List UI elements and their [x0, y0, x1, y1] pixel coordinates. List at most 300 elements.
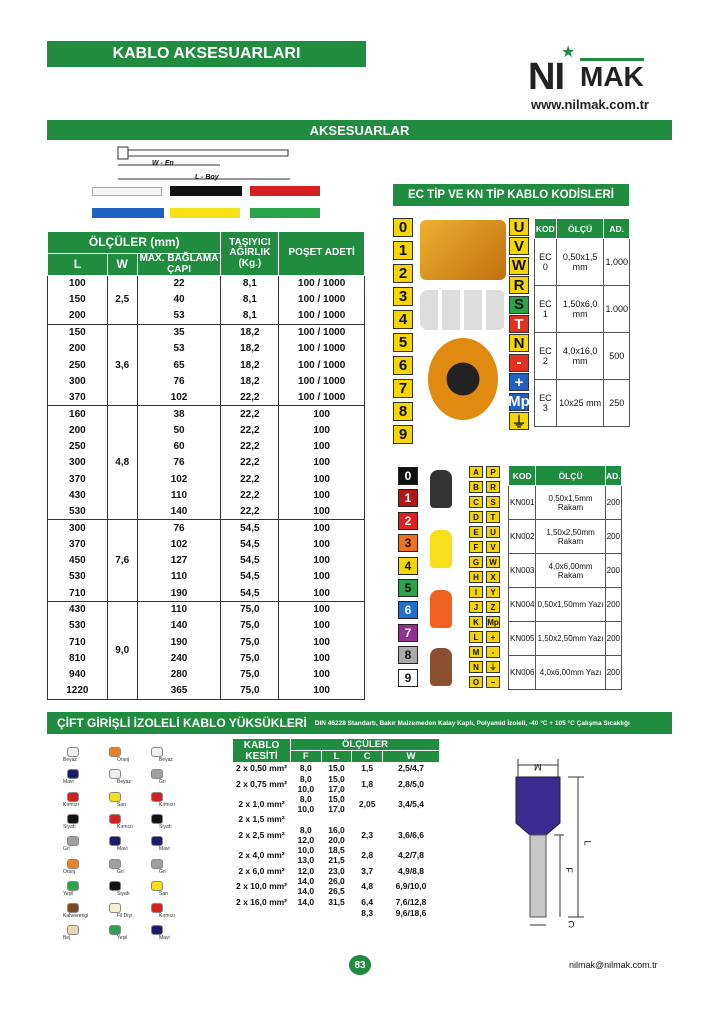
kn-letter-box: W	[486, 556, 500, 568]
kn-cell: 4,0x6,00mm Rakam	[536, 554, 605, 588]
cell-tasiyici: 18,2	[221, 357, 279, 373]
ft-w: 9,6/18,6	[395, 908, 427, 919]
ft-c: 6,4	[361, 897, 374, 908]
kn-cell: KN003	[509, 554, 536, 588]
kn-letter-box: Mp	[487, 617, 499, 627]
kn-letter-box: H	[469, 571, 483, 583]
cell-tasiyici: 54,5	[221, 569, 279, 585]
cell-tasiyici: 22,2	[221, 471, 279, 487]
ferrule-color-label: Kırmızı	[159, 801, 175, 808]
ft-l-value: 15,0	[328, 793, 345, 804]
ft-head-l: L	[321, 751, 352, 763]
cell-poset: 100	[279, 536, 365, 552]
cell-l: 710	[48, 634, 108, 650]
ferrule-color-swatch	[109, 792, 121, 802]
cell-max: 102	[137, 390, 221, 406]
ft-head-kablo: KABLO KESİTİ	[233, 739, 291, 763]
ferrule-color-swatch	[151, 769, 163, 779]
ec-letter-box: V	[509, 237, 529, 255]
kn-digit-box: 1	[398, 489, 418, 507]
ec-letter-box: U	[509, 218, 529, 236]
cell-l: 370	[48, 390, 108, 406]
cell-poset: 100 / 1000	[279, 357, 365, 373]
cell-poset: 100 / 1000	[279, 324, 365, 340]
cell-tasiyici: 18,2	[221, 373, 279, 389]
ft-c: 1,8	[361, 778, 374, 789]
cell-tasiyici: 75,0	[221, 667, 279, 683]
cell-max: 190	[137, 634, 221, 650]
w-en-label: W - En	[152, 160, 174, 167]
ft-f-value: 12,0	[297, 865, 315, 876]
cell-poset: 100	[279, 471, 365, 487]
ferrule-color-swatch	[151, 792, 163, 802]
cell-poset: 100	[279, 422, 365, 438]
cell-poset: 100	[279, 667, 365, 683]
ferrule-color-label: Bej	[63, 935, 71, 942]
cell-l: 200	[48, 308, 108, 324]
kn-cell: 200	[605, 622, 621, 656]
ft-f	[291, 896, 322, 907]
ferrule-color-swatch	[109, 903, 121, 913]
cell-tasiyici: 22,2	[221, 455, 279, 471]
cell-max: 76	[137, 455, 221, 471]
kn-letter-box: ~	[486, 676, 500, 688]
ec-cell: 1.000	[604, 239, 630, 286]
kn-row	[509, 588, 622, 622]
kn-marker-yellow	[430, 530, 452, 568]
table-row	[48, 520, 365, 536]
ec-cell: EC 2	[535, 333, 557, 380]
cell-tasiyici: 18,2	[221, 341, 279, 357]
ferrule-color-swatch	[67, 859, 79, 869]
table-row	[48, 341, 365, 357]
cell-poset: 100 / 1000	[279, 292, 365, 308]
ferrule-color-swatch	[109, 881, 121, 891]
cable-tie-yellow	[170, 208, 240, 218]
table-row	[48, 553, 365, 569]
table-row	[48, 536, 365, 552]
cable-tie-table	[47, 231, 365, 700]
ferrule-color-label: Kırmızı	[117, 823, 133, 830]
ferrule-color-label: Oranj	[63, 868, 76, 875]
ft-l-extra	[321, 908, 352, 919]
ferrule-subtitle-text: DIN 46228 Standartı, Bakır Malzemeden Kalay Kaplı, Polyamid İzoleli, -40 °C + 105 °C Çalışma Sıcaklığı	[314, 719, 630, 727]
cell-tasiyici: 54,5	[221, 536, 279, 552]
cell-poset: 100	[279, 618, 365, 634]
table-row	[48, 292, 365, 308]
kn-digit-box: 4	[398, 557, 418, 575]
kn-cell: 1,50x2,50mm Rakam	[536, 520, 605, 554]
ft-f-value: 14,0	[297, 876, 315, 887]
kn-letter-box: L	[469, 631, 483, 643]
table-row	[48, 471, 365, 487]
footer-email[interactable]: nilmak@nilmak.com.tr	[569, 960, 658, 970]
cable-tie-white	[92, 187, 162, 196]
table-row	[48, 618, 365, 634]
kn-letter-box: Y	[486, 586, 500, 598]
ec-letter-box: N	[509, 334, 529, 352]
ft-l-value: 26,0	[328, 876, 345, 887]
ec-roll-image	[428, 338, 498, 420]
table-row	[48, 455, 365, 471]
cell-l: 530	[48, 504, 108, 520]
ft-f-value: 10,0	[297, 803, 315, 814]
cell-max: 60	[137, 438, 221, 454]
ferrule-row	[233, 876, 440, 896]
cell-max: 38	[137, 406, 221, 422]
cell-max: 76	[137, 520, 221, 536]
ft-l	[321, 865, 352, 876]
cell-tasiyici: 18,2	[221, 324, 279, 340]
star-icon: ★	[561, 44, 576, 61]
ferrule-color-label: Kırmızı	[159, 913, 175, 920]
cell-l: 940	[48, 667, 108, 683]
header-olculer: ÖLÇÜLER (mm)	[48, 232, 221, 254]
kn-cell: KN002	[509, 520, 536, 554]
ft-w: 2,8/5,0	[398, 778, 424, 789]
ec-table	[534, 218, 630, 427]
ft-w: 3,4/5,4	[398, 798, 424, 809]
kn-digit-box: 7	[398, 624, 418, 642]
ft-l-value: 15,0	[328, 773, 345, 784]
ec-digit-box: 1	[393, 241, 413, 260]
ferrule-color-label: Siyah	[159, 823, 172, 830]
ec-row	[535, 333, 630, 380]
table-row	[48, 357, 365, 373]
ferrule-color-label: Mavi	[159, 846, 170, 853]
kn-letter-box: X	[486, 571, 500, 583]
cell-max: 140	[137, 504, 221, 520]
ft-kablo: 2 x 4,0 mm²	[238, 850, 285, 861]
cell-tasiyici: 75,0	[221, 618, 279, 634]
ferrule-color-label: Siyah	[63, 823, 76, 830]
ft-kablo: 2 x 0,50 mm²	[235, 763, 288, 774]
cell-l: 710	[48, 585, 108, 601]
kn-cell: KN001	[509, 486, 536, 520]
ec-letter-box: T	[509, 315, 529, 333]
ec-row	[535, 239, 630, 286]
ferrule-color-swatch	[67, 792, 79, 802]
ferrule-color-swatch	[67, 903, 79, 913]
cell-l: 250	[48, 357, 108, 373]
ft-f-value: 10,0	[297, 783, 315, 794]
ft-w	[383, 814, 440, 825]
cell-max: 190	[137, 585, 221, 601]
header-w: W	[107, 254, 137, 276]
website: www.nilmak.com.tr	[531, 97, 649, 112]
ft-f-value: 10,0	[297, 845, 315, 856]
ferrule-color-swatch	[151, 814, 163, 824]
ec-cell: EC 1	[535, 286, 557, 333]
ferrule-color-swatch	[151, 881, 163, 891]
ferrule-color-label: Gri	[63, 846, 70, 853]
ferrule-color-label: Sarı	[159, 890, 169, 897]
ft-f-value: 8,0	[299, 763, 312, 774]
cell-l: 250	[48, 438, 108, 454]
kn-letter-box: C	[469, 496, 483, 508]
ft-f-value: 8,0	[299, 825, 312, 836]
cell-tasiyici: 8,1	[221, 308, 279, 324]
ec-letter-box: +	[509, 373, 529, 391]
table-row	[48, 683, 365, 699]
ferrule-title-text: ÇİFT GİRİŞLİ İZOLELİ KABLO YÜKSÜKLERİ	[57, 716, 307, 730]
ferrule-drawing	[500, 755, 610, 945]
ft-l	[321, 814, 352, 825]
ft-kablo: 2 x 10,0 mm²	[235, 881, 288, 892]
ferrule-color-label: Gri	[159, 868, 166, 875]
cell-poset: 100	[279, 487, 365, 503]
cell-l: 200	[48, 341, 108, 357]
cell-tasiyici: 22,2	[221, 390, 279, 406]
ft-l-value: 17,0	[328, 803, 345, 814]
cell-poset: 100 / 1000	[279, 276, 365, 292]
table-row	[48, 585, 365, 601]
cell-max: 22	[137, 276, 221, 292]
ft-w: 7,6/12,8	[395, 897, 427, 908]
ft-kablo: 2 x 2,5 mm²	[238, 830, 285, 841]
kn-head-ad: AD.	[605, 466, 621, 486]
ferrule-color-swatch	[109, 747, 121, 757]
ferrule-dim-l: L	[582, 840, 593, 846]
ec-cell: 4,0x16,0 mm	[556, 333, 604, 380]
cell-l: 100	[48, 276, 108, 292]
ft-f-value: 14,0	[297, 897, 315, 908]
ft-f-value: 8,0	[299, 793, 312, 804]
ferrule-row	[233, 865, 440, 876]
ferrule-color-label: Gri	[159, 779, 166, 786]
ec-head-olcu: ÖLÇÜ	[556, 219, 604, 239]
kn-letter-box: K	[469, 616, 483, 628]
ft-l-value: 16,0	[328, 825, 345, 836]
ferrule-dim-f: F	[563, 867, 574, 873]
kn-table	[508, 465, 622, 690]
kn-cell: 0,50x1,50mm Yazı	[536, 588, 605, 622]
ferrule-color-swatch	[67, 925, 79, 935]
ferrule-color-label: Beyaz	[63, 757, 77, 763]
cell-max: 110	[137, 487, 221, 503]
ft-c: 8,3	[361, 908, 374, 919]
cable-tie-green	[250, 208, 320, 218]
ec-holder-image	[420, 290, 506, 330]
ft-kablo: 2 x 0,75 mm²	[235, 778, 288, 789]
table-row	[48, 373, 365, 389]
kn-digit-box: 3	[398, 534, 418, 552]
cell-l: 370	[48, 471, 108, 487]
ferrule-dim-m: M	[534, 762, 542, 772]
kn-cell: 200	[605, 520, 621, 554]
kn-letter-box: R	[486, 481, 500, 493]
ec-head-kod: KOD	[535, 219, 557, 239]
kn-digit-box: 2	[398, 512, 418, 530]
kn-cell: 200	[605, 486, 621, 520]
cell-poset: 100 / 1000	[279, 390, 365, 406]
ft-f-value: 13,0	[297, 855, 315, 866]
cell-l: 300	[48, 373, 108, 389]
kn-marker-brown	[430, 648, 452, 686]
kn-digit-box: 8	[398, 646, 418, 664]
ft-c: 4,8	[361, 881, 374, 892]
kn-letter-box: U	[486, 526, 500, 538]
cell-poset: 100	[279, 683, 365, 699]
ferrule-color-label: Mavi	[63, 779, 74, 786]
cell-l: 300	[48, 520, 108, 536]
ft-kablo: 2 x 1,5 mm²	[238, 814, 285, 825]
ec-digit-box: 6	[393, 356, 413, 375]
ft-head-w: W	[383, 751, 440, 763]
cable-tie-blue	[92, 208, 164, 218]
cell-max: 110	[137, 569, 221, 585]
ferrule-row	[233, 896, 440, 907]
l-boy-label: L - Boy	[195, 174, 219, 181]
ft-f	[291, 794, 322, 814]
ft-head-olculer: ÖLÇÜLER	[291, 739, 440, 751]
table-row	[48, 667, 365, 683]
table-row	[48, 487, 365, 503]
ft-l	[321, 794, 352, 814]
ferrule-color-label: Yeşil	[63, 890, 74, 897]
kn-letter-box: +	[486, 631, 500, 643]
cell-poset: 100 / 1000	[279, 308, 365, 324]
ft-c: 2,3	[361, 830, 374, 841]
kn-cell: 200	[605, 554, 621, 588]
ferrule-color-swatch	[109, 836, 121, 846]
ft-l-value: 31,5	[328, 897, 345, 908]
ec-head-ad: AD.	[604, 219, 630, 239]
cell-max: 50	[137, 422, 221, 438]
kn-letter-box: -	[486, 646, 500, 658]
cell-tasiyici: 22,2	[221, 422, 279, 438]
cell-l: 200	[48, 422, 108, 438]
ec-digit-box: 8	[393, 402, 413, 421]
cell-w: 4,8	[107, 406, 137, 520]
kn-cell: 0,50x1,5mm Rakam	[536, 486, 605, 520]
ferrule-color-label: Mavi	[159, 935, 170, 942]
ferrule-color-label: Yeşil	[117, 935, 128, 942]
cell-l: 530	[48, 618, 108, 634]
kn-digit-box: 0	[398, 467, 418, 485]
ferrule-row	[233, 825, 440, 845]
ft-kablo: 2 x 6,0 mm²	[238, 865, 285, 876]
ft-f	[291, 865, 322, 876]
ec-letter-box: -	[509, 354, 529, 372]
ft-f	[291, 825, 322, 845]
ferrule-row	[233, 774, 440, 794]
ferrule-color-label: Mavi	[117, 846, 128, 853]
table-row	[48, 390, 365, 406]
header-max: MAX. BAĞLAMA ÇAPI	[137, 254, 221, 276]
kn-cell: KN006	[509, 656, 536, 690]
ft-w: 6,9/10,0	[395, 881, 427, 892]
cell-max: 65	[137, 357, 221, 373]
header-poset: POŞET ADETİ	[279, 232, 365, 276]
cell-tasiyici: 75,0	[221, 683, 279, 699]
kn-letter-box: V	[486, 541, 500, 553]
ec-letter-box: W	[509, 257, 529, 275]
kn-letter-box: E	[469, 526, 483, 538]
ft-l-value: 26,5	[328, 886, 345, 897]
ferrule-dim-c: C	[568, 919, 575, 929]
ft-w: 3,6/6,6	[398, 830, 424, 841]
table-row	[48, 601, 365, 617]
kn-cell: KN005	[509, 622, 536, 656]
kn-head-olcu: ÖLÇÜ	[536, 466, 605, 486]
cell-max: 102	[137, 471, 221, 487]
ferrule-color-swatch	[67, 836, 79, 846]
ec-cell: 500	[604, 333, 630, 380]
cell-l: 160	[48, 406, 108, 422]
kn-letter-box: O	[469, 676, 483, 688]
kn-digit-box: 6	[398, 601, 418, 619]
cell-tasiyici: 75,0	[221, 634, 279, 650]
cell-l: 150	[48, 292, 108, 308]
cell-tasiyici: 54,5	[221, 585, 279, 601]
kn-marker-orange	[430, 590, 452, 628]
cell-poset: 100	[279, 455, 365, 471]
cell-l: 450	[48, 553, 108, 569]
ferrule-color-swatch	[151, 747, 163, 757]
table-row	[48, 438, 365, 454]
kn-letter-box: A	[469, 466, 483, 478]
ft-head-f: F	[291, 751, 322, 763]
ec-cell: 10x25 mm	[556, 380, 604, 427]
ferrule-color-label: Siyah	[117, 890, 130, 897]
kn-cell: 200	[605, 588, 621, 622]
cell-poset: 100	[279, 585, 365, 601]
cell-max: 110	[137, 601, 221, 617]
ec-digit-box: 3	[393, 287, 413, 306]
ft-f	[291, 845, 322, 865]
ft-w: 4,9/8,8	[398, 865, 424, 876]
ec-markers-image	[420, 220, 506, 280]
kn-letter-box: B	[469, 481, 483, 493]
cell-w: 9,0	[107, 601, 137, 699]
table-row	[48, 504, 365, 520]
ferrule-color-label: Kırmızı	[63, 801, 79, 808]
ec-digit-box: 2	[393, 264, 413, 283]
kn-head-kod: KOD	[509, 466, 536, 486]
page-title: KABLO AKSESUARLARI	[47, 41, 366, 67]
ferrule-row	[233, 763, 440, 774]
ferrule-color-label: Sarı	[117, 801, 127, 808]
ec-cell: EC 0	[535, 239, 557, 286]
ft-l	[321, 896, 352, 907]
ec-letter-box: S	[509, 296, 529, 314]
ft-f	[291, 763, 322, 774]
ft-kablo: 2 x 1,0 mm²	[238, 798, 285, 809]
cell-tasiyici: 54,5	[221, 520, 279, 536]
kn-row	[509, 486, 622, 520]
ft-l	[321, 876, 352, 896]
cell-max: 365	[137, 683, 221, 699]
ferrule-color-swatch	[109, 925, 121, 935]
cell-tasiyici: 75,0	[221, 601, 279, 617]
ec-digit-box: 5	[393, 333, 413, 352]
kn-letter-box: D	[469, 511, 483, 523]
ferrule-color-swatch	[151, 903, 163, 913]
cell-l: 150	[48, 324, 108, 340]
kn-letter-box: N	[469, 661, 483, 673]
cell-l: 430	[48, 601, 108, 617]
cell-poset: 100	[279, 601, 365, 617]
kn-cell: 1,50x2,50mm Yazı	[536, 622, 605, 656]
ft-l-value: 18,5	[328, 845, 345, 856]
kn-cell: KN004	[509, 588, 536, 622]
kn-digit-box: 5	[398, 579, 418, 597]
ferrule-color-swatch	[109, 814, 121, 824]
ec-cell: 0,50x1,5 mm	[556, 239, 604, 286]
cell-w: 2,5	[107, 276, 137, 325]
cell-l: 300	[48, 455, 108, 471]
